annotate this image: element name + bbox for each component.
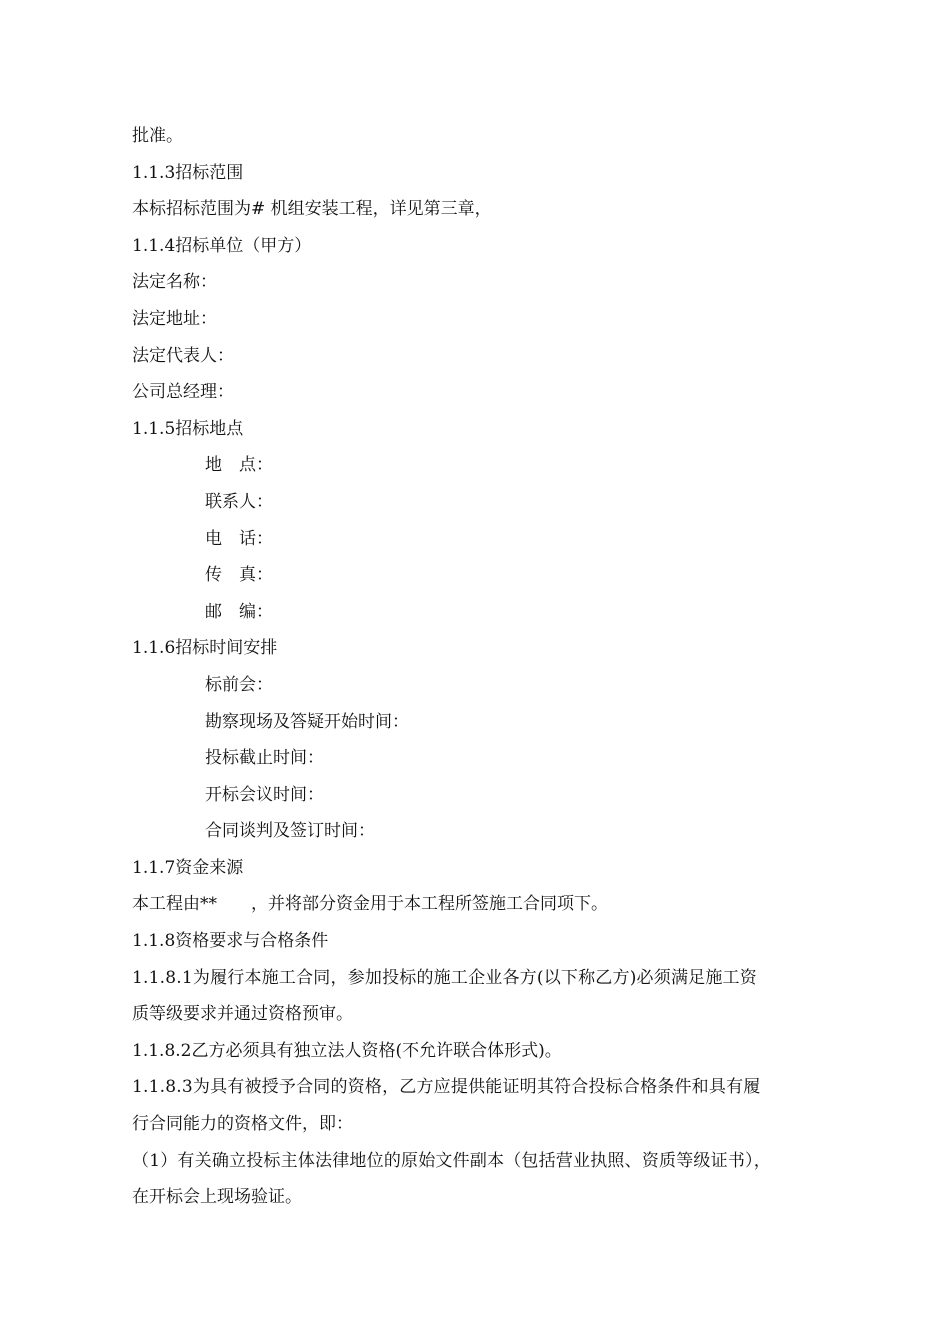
text-line-approval: 批准。	[132, 126, 183, 146]
field-opening-meeting-time: 开标会议时间：	[205, 784, 324, 805]
text-line-qualification-3b: 行合同能力的资格文件，即：	[132, 1114, 353, 1135]
section-heading-qualification: 1.1.8资格要求与合格条件	[132, 931, 329, 952]
text-line-qualification-2: 1.1.8.2乙方必须具有独立法人资格(不允许联合体形式)。	[132, 1040, 562, 1061]
field-location: 地 点：	[205, 455, 273, 476]
field-fax: 传 真：	[205, 565, 273, 586]
text-line-document-copy-b: 在开标会上现场验证。	[132, 1187, 302, 1208]
field-general-manager: 公司总经理：	[132, 382, 234, 403]
field-contact-person: 联系人：	[205, 491, 273, 512]
document-body	[132, 118, 852, 1216]
text-line-document-copy-a: （1）有关确立投标主体法律地位的原始文件副本（包括营业执照、资质等级证书），	[132, 1150, 771, 1171]
section-heading-location: 1.1.5招标地点	[132, 418, 244, 439]
field-phone: 电 话：	[205, 528, 273, 549]
section-heading-schedule: 1.1.6招标时间安排	[132, 638, 278, 659]
field-legal-address: 法定地址：	[132, 308, 217, 329]
field-site-survey-time: 勘察现场及答疑开始时间：	[205, 711, 409, 732]
section-heading-funding: 1.1.7资金来源	[132, 857, 244, 878]
text-line-qualification-1a: 1.1.8.1为履行本施工合同，参加投标的施工企业各方(以下称乙方)必须满足施工资	[132, 967, 757, 988]
field-pre-bid-meeting: 标前会：	[205, 674, 273, 695]
section-heading-scope: 1.1.3招标范围	[132, 162, 244, 183]
field-legal-representative: 法定代表人：	[132, 345, 234, 366]
field-postcode: 邮 编：	[205, 601, 273, 622]
text-line-scope: 本标招标范围为# 机组安装工程，详见第三章，	[132, 199, 492, 220]
text-line-qualification-1b: 质等级要求并通过资格预审。	[132, 1004, 353, 1025]
text-line-funding: 本工程由** ，并将部分资金用于本工程所签施工合同项下。	[132, 894, 608, 915]
field-legal-name: 法定名称：	[132, 272, 217, 293]
field-contract-signing-time: 合同谈判及签订时间：	[205, 821, 375, 842]
field-bid-deadline: 投标截止时间：	[205, 748, 324, 769]
text-line-qualification-3a: 1.1.8.3为具有被授予合同的资格，乙方应提供能证明其符合投标合格条件和具有履	[132, 1077, 761, 1098]
section-heading-tender-unit: 1.1.4招标单位（甲方）	[132, 235, 312, 256]
